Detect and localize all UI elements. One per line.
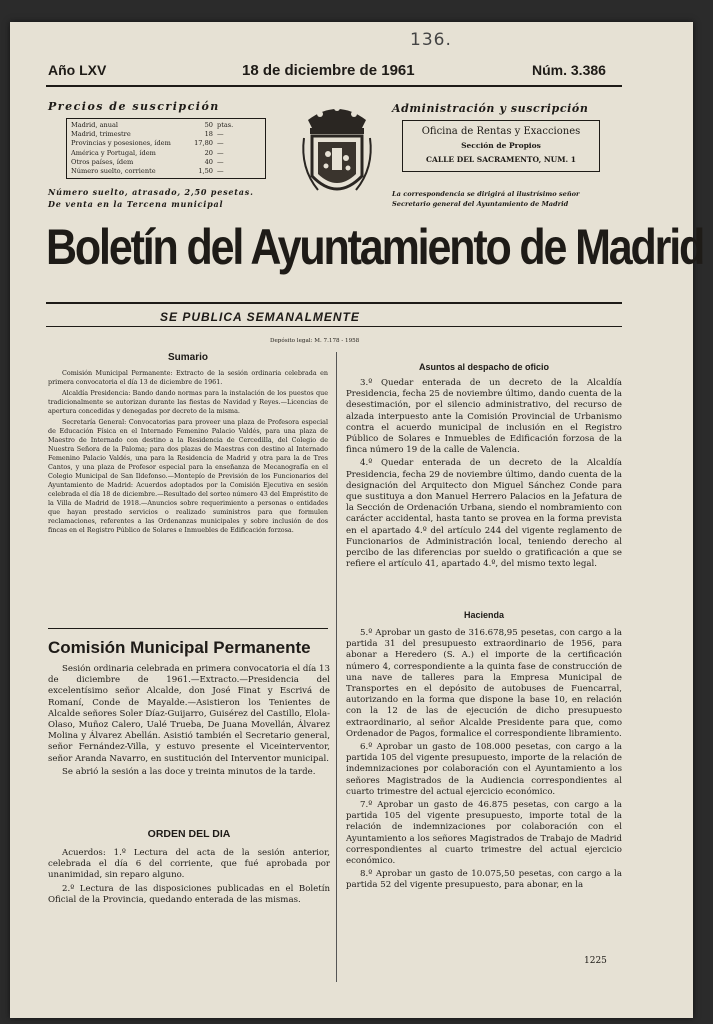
madrid-coat-of-arms-icon <box>298 98 376 208</box>
price-label: Número suelto, corriente <box>71 167 156 176</box>
issue-year: Año LXV <box>48 62 107 78</box>
publication-frequency: SE PUBLICA SEMANALMENTE <box>160 310 360 324</box>
price-unit: — <box>217 167 224 176</box>
header-rule <box>46 85 622 87</box>
price-value: 50 <box>204 121 213 129</box>
price-label: América y Portugal, ídem <box>71 148 156 157</box>
sumario-title: Sumario <box>167 352 208 363</box>
admin-note-2: Secretario general del Ayuntamiento de Madrid <box>392 200 569 208</box>
page-number: 1225 <box>584 956 607 966</box>
price-value: 20 <box>204 148 213 157</box>
sumario-item: Alcaldía Presidencia: Bando dando normas para la instalación de los puestos que tradicionalmente se autorizan durante las fiestas de Navidad y Reyes.—Licencias de apertura concedidas y denegadas por decreto de la misma. <box>48 389 328 415</box>
masthead-title: Boletín del Ayuntamiento de Madrid <box>46 219 704 275</box>
price-unit: — <box>217 130 224 139</box>
hacienda-body <box>346 628 622 894</box>
price-label: Madrid, trimestre <box>71 130 131 139</box>
issue-number: Núm. 3.386 <box>532 62 606 78</box>
asuntos-paragraph: 4.º Quedar enterada de un decreto de la Alcaldía Presidencia, fecha 29 de noviembre último, dando cuenta de la designación del Arquitecto don Miguel Sánchez Conde para que sustituya a don Manuel Herrero Palacios en la Jefatura de la Sección de Ordenación Urbana, siendo el nombramiento con carácter accidental, hasta tanto se provea en la forma prevista en el apartado 4.º del artículo 244 del vigente reglamento de Funcionarios de Administración local, teniendo derecho al percibo de las diferencias por sueldo o gratificación a que se refiere el artículo 41, apartado 4.º, del mismo texto legal. <box>346 458 622 570</box>
orden-body <box>48 848 330 908</box>
price-row <box>71 121 261 130</box>
sumario-item: Secretaría General: Convocatorias para proveer una plaza de Profesora especial de Educación Física en el Internado Femenino Palacio Valdés, para una plaza de Maestro de Internado con destino a la Residencia de Cercedilla, del Colegio de Nuestra Señora de la Paloma; para dos plazas de Maestras con destino al Internado Femenino Palacio Valdés, una para la Residencia de Madrid y otra para la de Tres Cantos, y una plaza de Profesor especial para la enseñanza de Mecanografía en el Colegio Municipal de San Ildefonso.—Montepío de Previsión de los Funcionarios del Ayuntamiento de Madrid: Acuerdos adoptados por la Comisión Ejecutiva en sesión celebrada el día 18 de diciembre.—Resultado del sorteo número 43 del Empréstito de la Villa de Madrid de 1918.—Anuncios sobre requerimiento a personas o entidades que hayan prestado servicios o realizado suministros para que formulen reclamaciones, referentes a las Ordenanzas municipales y sobre inclusión de dos fincas en el Registro Público de Solares e Inmuebles de Edificación forzosa. <box>48 418 328 534</box>
asuntos-body <box>346 378 622 572</box>
comision-paragraph: Sesión ordinaria celebrada en primera convocatoria el día 13 de diciembre de 1961.—Extracto.—Presidencia del excelentísimo señor Alcalde, don José Finat y Escrivá de Romaní, Conde de Mayalde.—Asistieron los Tenientes de Alcalde señores Soler Díaz-Guijarro, Guisérez del Castillo, Elola-Olaso, Muñoz Calero, Ualé Trueba, De Juana Movellán, Álvarez Molina y Álvarez Abellán. Asistió también el Secretario general, señor Fernández-Villa, y estuvo presente el Viceinterventor, señor Aranda Navarro, en sustitución del Interventor municipal. <box>48 664 330 764</box>
price-value: 17,80 <box>194 139 213 148</box>
newspaper-page <box>10 22 704 1018</box>
masthead-rule <box>46 302 622 304</box>
column-divider <box>336 352 337 982</box>
issue-date: 18 de diciembre de 1961 <box>242 62 415 79</box>
price-row <box>71 158 261 167</box>
price-label: Madrid, anual <box>71 121 119 129</box>
price-unit: — <box>217 157 224 166</box>
comision-paragraph: Se abrió la sesión a las doce y treinta minutos de la tarde. <box>62 766 316 777</box>
office-box <box>402 120 600 172</box>
price-label: Provincias y posesiones, ídem <box>71 139 171 148</box>
hacienda-paragraph: 5.º Aprobar un gasto de 316.678,95 pesetas, con cargo a la partida 31 del presupuesto extraordinario de 1956, para abonar a Heredero (S. A.) el importe de la certificación número 4, correspondiente a la quinta fase de construcción de una nave de talleres para la Empresa Municipal de Transportes en el depósito de autobuses de Fuencarral, autorizando en la forma que dispone la base 10, en relación con la 12 de las de ejecución de dicho presupuesto extraordinario, al señor Alcalde Presidente para que, como Ordenador de Pagos, formalice el correspondiente libramiento. <box>346 628 622 739</box>
legal-deposit: Depósito legal: M. 7.178 - 1958 <box>270 338 360 344</box>
admin-note-1: La correspondencia se dirigirá al ilustrísimo señor <box>392 190 580 198</box>
sumario-body <box>48 369 328 535</box>
prices-note-2: De venta en la Tercena municipal <box>48 199 224 209</box>
price-row <box>71 130 261 139</box>
asuntos-paragraph: 3.º Quedar enterada de un decreto de la Alcaldía Presidencia, fecha 25 de noviembre último, dando cuenta de la desestimación, por el silencio administrativo, del recurso de alzada interpuesto ante la Comisión Provincial de Urbanismo contra el acuerdo municipal de inclusión en el Registro Público de Solares e Inmuebles de Edificación forzosa de la finca número 19 de la calle de Valencia. <box>346 378 622 456</box>
price-value: 40 <box>204 157 213 166</box>
price-unit: ptas. <box>217 121 234 129</box>
office-name: Oficina de Rentas y Exacciones <box>421 126 581 137</box>
price-row <box>71 139 261 148</box>
handwritten-number: 136. <box>410 30 452 50</box>
hacienda-title: Hacienda <box>463 610 505 620</box>
hacienda-paragraph: 8.º Aprobar un gasto de 10.075,50 pesetas, con cargo a la partida 52 del vigente presupuesto, para abonar, en la <box>346 869 622 891</box>
left-column <box>48 352 328 537</box>
office-address: CALLE DEL SACRAMENTO, NUM. 1 <box>426 155 576 164</box>
hacienda-paragraph: 6.º Aprobar un gasto de 108.000 pesetas, con cargo a la partida 105 del vigente presupuesto, importe de la relación de indemnizaciones por colaboración con el Ayuntamiento a los señores Magistrados de la Audiencia correspondientes al cuarto trimestre del actual ejercicio económico. <box>346 742 622 797</box>
office-section: Sección de Propios <box>461 141 541 150</box>
admin-title: Administración y suscripción <box>392 102 589 115</box>
sumario-item: Comisión Municipal Permanente: Extracto de la sesión ordinaria celebrada en primera convocatoria el día 13 de diciembre de 1961. <box>48 369 328 386</box>
comision-title: Comisión Municipal Permanente <box>48 638 311 657</box>
price-row <box>71 149 261 158</box>
price-label: Otros países, ídem <box>71 157 134 166</box>
price-unit: — <box>217 148 224 157</box>
price-value: 18 <box>204 130 213 139</box>
orden-paragraph: Acuerdos: 1.º Lectura del acta de la sesión anterior, celebrada el día 6 del corriente, que fué aprobada por unanimidad, sin reparo alguno. <box>48 848 330 881</box>
price-table <box>66 118 266 179</box>
prices-title: Precios de suscripción <box>48 100 220 113</box>
comision-body <box>48 664 330 780</box>
left-section-rule <box>48 628 328 629</box>
orden-title: ORDEN DEL DIA <box>147 828 231 840</box>
price-row <box>71 167 261 176</box>
orden-paragraph: 2.º Lectura de las disposiciones publicadas en el Boletín Oficial de la Provincia, quedando enterada de las mismas. <box>48 883 330 905</box>
hacienda-paragraph: 7.º Aprobar un gasto de 46.875 pesetas, con cargo a la partida 105 del vigente presupuesto, importe total de la relación de indemnizaciones por colaboración con el Ayuntamiento a los señores Magistrados de Trabajo de Madrid correspondientes al cuarto trimestre del actual ejercicio económico. <box>346 800 622 867</box>
price-unit: — <box>217 139 224 148</box>
price-value: 1,50 <box>198 167 213 176</box>
prices-note-1: Número suelto, atrasado, 2,50 pesetas. <box>48 187 254 197</box>
subtitle-rule <box>46 326 622 327</box>
asuntos-title: Asuntos al despacho de oficio <box>418 362 550 372</box>
